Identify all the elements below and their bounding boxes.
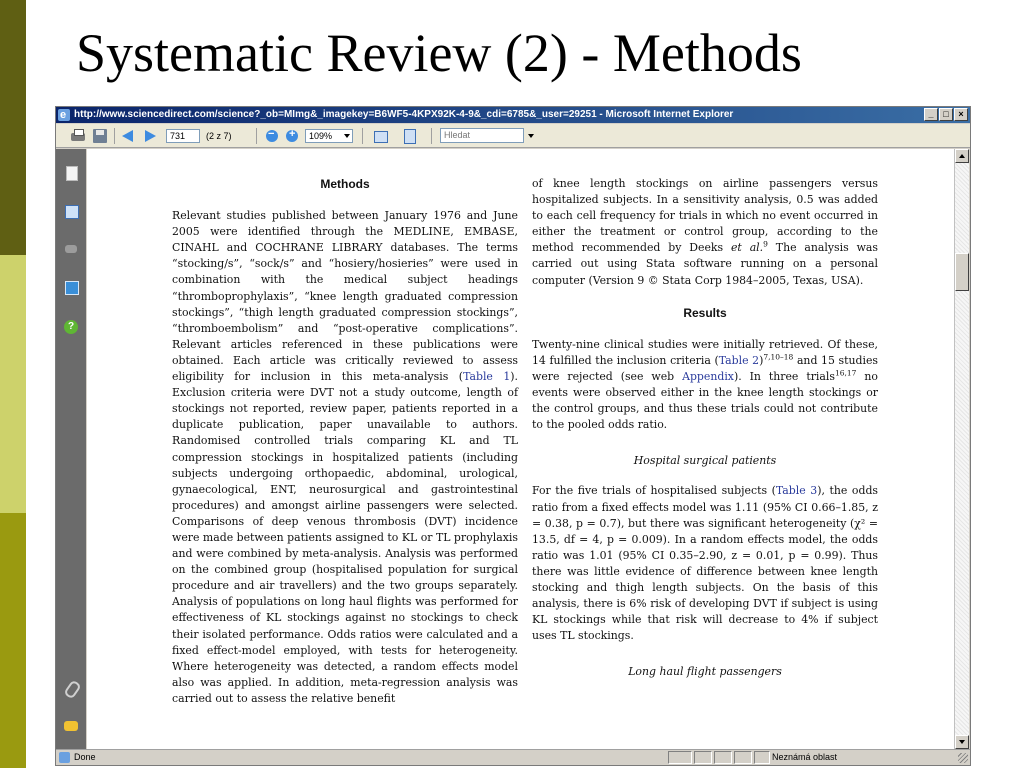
toolbar-separator bbox=[431, 128, 432, 144]
table-3-link[interactable]: Table 3 bbox=[775, 484, 818, 498]
table-2-link[interactable]: Table 2 bbox=[718, 353, 760, 367]
page-status-icon bbox=[59, 752, 70, 763]
results-paragraph: Twenty-nine clinical studies were initially retrieved. Of these, 14 fulfilled the inclusion criteria (Table 2)$^{7,10-18}$ and 15 studies were rejected (see web Appendix). In three trials$^{16,17}$ no events were observed either in the knee length stockings or the control groups, and thus these trials could not contribute to the pooled odds ratio. bbox=[532, 337, 878, 432]
navigation-sidebar bbox=[56, 149, 86, 749]
printer-icon[interactable] bbox=[70, 128, 86, 144]
hospital-surgical-subheading: Hospital surgical patients bbox=[633, 454, 777, 468]
bookmarks-icon[interactable] bbox=[64, 204, 78, 218]
left-column bbox=[172, 176, 518, 707]
window-controls bbox=[924, 108, 968, 121]
status-cell bbox=[734, 751, 752, 764]
scroll-up-icon[interactable] bbox=[955, 149, 969, 163]
fit-page-icon[interactable] bbox=[401, 128, 417, 144]
page-count: (2 z 7) bbox=[206, 131, 232, 141]
status-text: Done bbox=[74, 752, 96, 762]
slide-accent-bar-bottom bbox=[0, 513, 26, 768]
zoom-value: 109% bbox=[309, 131, 333, 141]
close-button[interactable]: × bbox=[954, 108, 968, 121]
right-column bbox=[532, 176, 878, 694]
analysis-paragraph: of knee length stockings on airline passengers versus hospitalized subjects. In a sensitivity analysis, 0.5 was added to each cell frequency for trials in which no event occurred in either the treatment or control group, according to the method recommended by Deeks et al.$^9$ The analysis was carried out using Stata software running on a personal computer (Version 9 © Stata Corp 1984–2005, Texas, USA). bbox=[532, 177, 879, 287]
hospital-paragraph: For the five trials of hospitalised subjects (Table 3), the odds ratio from a fixed effects model was 1.11 (95% CI 0.66–1.85, z = 0.38, p = 0.7), but there was significant heterogeneity (χ² = 13.5, df = 4, p = 0.009). In a random effects model, the odds ratio was 1.01 (95% CI 0.35–2.90, z = 0.01, p = 0.99). Thus there was little evidence of difference between knee length stocking and thigh length subjects. On the basis of this analysis, there is 6% risk of developing DVT if subject is using KL stockings while that risk will decrease to 4% if subject uses TL stockings. bbox=[532, 484, 878, 643]
minimize-button[interactable]: _ bbox=[924, 108, 938, 121]
window-titlebar[interactable] bbox=[56, 107, 970, 123]
vertical-scrollbar[interactable] bbox=[954, 149, 969, 749]
toolbar-separator bbox=[256, 128, 257, 144]
slide-accent-bar-top bbox=[0, 0, 26, 255]
chevron-down-icon[interactable] bbox=[528, 134, 534, 138]
pdf-toolbar bbox=[56, 124, 970, 148]
status-cell bbox=[754, 751, 770, 764]
window-title: http://www.sciencedirect.com/science?_ob=MImg&_imagekey=B6WF5-4KPX92K-4-9&_cdi=6785&_user=29251 - Microsoft Internet Explorer bbox=[74, 109, 734, 120]
methods-heading: Methods bbox=[320, 177, 370, 191]
zoom-select[interactable] bbox=[305, 129, 353, 143]
slide-accent-bar-middle bbox=[0, 255, 26, 513]
toolbar-separator bbox=[114, 128, 115, 144]
next-page-icon[interactable] bbox=[142, 128, 158, 144]
long-haul-subheading: Long haul flight passengers bbox=[628, 665, 782, 679]
save-icon[interactable] bbox=[92, 128, 108, 144]
methods-paragraph: Relevant studies published between January 1976 and June 2005 were identified through the MEDLINE, EMBASE, CINAHL and COCHRANE LIBRARY databases. The terms “stocking/s”, “sock/s” and “hosiery/hosieries” were used in combination with the medical subject headings “thromboprophylaxis”, “knee length graduated compression stockings”, “thigh length graduated compression stockings”, “thromboembolism” and “post-operative complications”. Relevant articles referenced in these publications were obtained. Each article was critically reviewed to assess eligibility for inclusion in this meta-analysis (Table 1). Exclusion criteria were DVT not a study outcome, length of stockings not reported, review paper, patients reported in a duplicate publication, paper unavailable to authors. Randomised controlled trials comparing KL and TL compression stockings in hospitalized patients (including subjects undergoing orthopaedic, abdominal, urological, gynaecological, ENT, neurosurgical and gastrointestinal procedures) and amongst airline passengers were selected. Comparisons of deep venous thrombosis (DVT) incidence were made between patients assigned to KL or TL prophylaxis and were combined by meta-analysis. Analysis was performed on the combined group (hospitalised population for surgical procedure and air travellers) and the two groups separately. Analysis of populations on long haul flights was performed for effectiveness of KL stockings against no stockings to check their isolated performance. Odds ratios were calculated and a fixed effect-model employed, with tests for heterogeneity. Where heterogeneity was detected, a random effects model also was applied. In addition, meta-regression analysis was carried out to assess the relative benefit bbox=[172, 209, 519, 705]
appendix-link[interactable]: Appendix bbox=[682, 369, 734, 383]
security-zone: Neznámá oblast bbox=[772, 752, 838, 762]
table-1-link[interactable]: Table 1 bbox=[463, 370, 511, 384]
results-heading: Results bbox=[683, 305, 727, 320]
attachment-icon[interactable] bbox=[64, 681, 78, 695]
previous-page-icon[interactable] bbox=[120, 128, 136, 144]
page-number-input[interactable]: 731 bbox=[166, 129, 200, 143]
zoom-in-icon[interactable] bbox=[284, 128, 300, 144]
status-bar bbox=[56, 749, 970, 765]
status-cell bbox=[714, 751, 732, 764]
comment-icon[interactable] bbox=[64, 719, 78, 733]
zoom-out-icon[interactable] bbox=[264, 128, 280, 144]
search-input[interactable]: Hledat bbox=[440, 128, 524, 143]
fit-width-icon[interactable] bbox=[372, 128, 388, 144]
status-cell bbox=[694, 751, 712, 764]
search-panel-icon[interactable] bbox=[64, 242, 78, 256]
tree-icon[interactable] bbox=[64, 280, 78, 294]
maximize-button[interactable]: □ bbox=[939, 108, 953, 121]
chevron-down-icon bbox=[344, 134, 350, 138]
help-icon[interactable] bbox=[64, 320, 78, 334]
pdf-document-view[interactable] bbox=[87, 149, 956, 749]
resize-grip-icon[interactable] bbox=[958, 753, 968, 763]
scroll-down-icon[interactable] bbox=[955, 735, 969, 749]
toolbar-separator bbox=[362, 128, 363, 144]
browser-window bbox=[55, 106, 971, 766]
slide-title: Systematic Review (2) - Methods bbox=[76, 23, 802, 83]
ie-logo-icon bbox=[58, 109, 70, 121]
status-cell bbox=[668, 751, 692, 764]
pages-panel-icon[interactable] bbox=[64, 166, 78, 180]
scroll-thumb[interactable] bbox=[955, 253, 969, 291]
